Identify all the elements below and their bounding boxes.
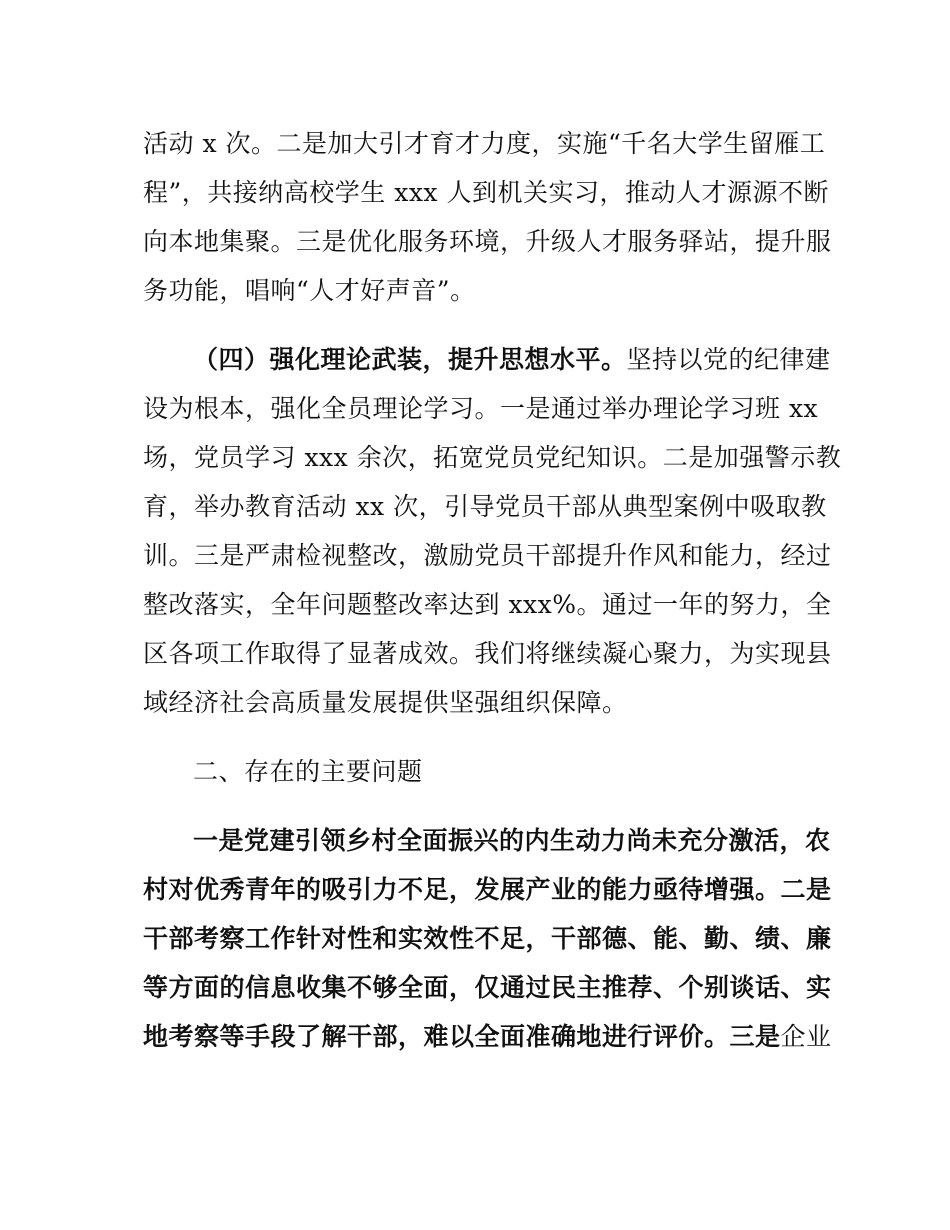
paragraph-line: 区各项工作取得了显著成效。我们将继续凝心聚力，为实现县 [143, 639, 832, 668]
paragraph-line: 等方面的信息收集不够全面，仅通过民主推荐、个别谈话、实 [143, 973, 832, 1002]
section-title: 二、存在的主要问题 [193, 757, 423, 786]
paragraph-line: 向本地集聚。三是优化服务环境，升级人才服务驿站，提升服 [143, 227, 832, 256]
paragraph-line: 育，举办教育活动 xx 次，引导党员干部从典型案例中吸取教 [143, 492, 827, 521]
paragraph-line: 域经济社会高质量发展提供坚强组织保障。 [143, 688, 628, 717]
paragraph-line: 设为根本，强化全员理论学习。一是通过举办理论学习班 xx [143, 394, 819, 423]
paragraph-line: 整改落实，全年问题整改率达到 xxx%。通过一年的努力，全 [143, 590, 832, 619]
paragraph-line: 场，党员学习 xxx 余次，拓宽党员党纪知识。二是加强警示教 [143, 443, 842, 472]
paragraph-line: 训。三是严肃检视整改，激励党员干部提升作风和能力，经过 [143, 541, 832, 570]
paragraph-line: 村对优秀青年的吸引力不足，发展产业的能力亟待增强。二是 [143, 875, 832, 904]
paragraph-line-last [143, 1011, 832, 1063]
paragraph-line-tail: 企业 [780, 1022, 832, 1051]
paragraph-line: 务功能，唱响“人才好声音”。 [143, 276, 476, 305]
section-four-heading: （四）强化理论武装，提升思想水平。 [193, 345, 627, 374]
section-four-first-line [193, 334, 831, 386]
paragraph-line: 干部考察工作针对性和实效性不足，干部德、能、勤、绩、廉 [143, 924, 832, 953]
paragraph-line-main: 地考察等手段了解干部，难以全面准确地进行评价。三是 [143, 1022, 781, 1051]
paragraph-line: 程”，共接纳高校学生 xxx 人到机关实习，推动人才源源不断 [143, 178, 829, 207]
section-four-first-line-text: 坚持以党的纪律建 [626, 345, 831, 374]
paragraph-line: 活动 x 次。二是加大引才育才力度，实施“千名大学生留雁工 [143, 129, 826, 158]
paragraph-line: 一是党建引领乡村全面振兴的内生动力尚未充分激活，农 [193, 826, 831, 855]
